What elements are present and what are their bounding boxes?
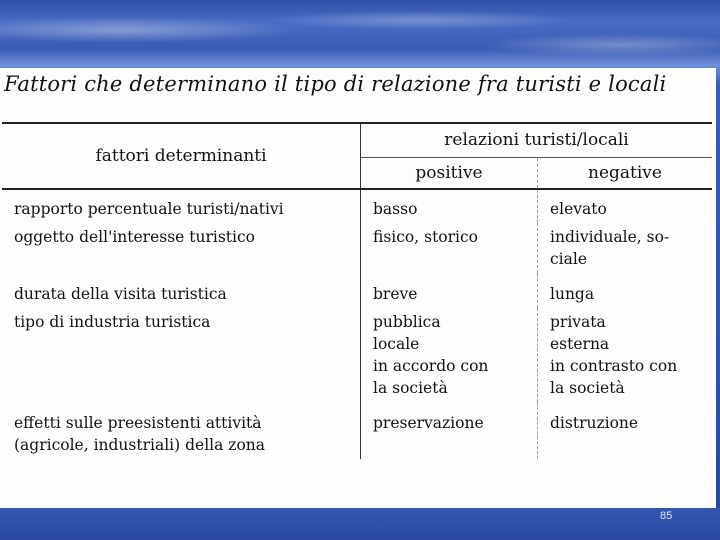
factor-cell [2, 190, 361, 223]
cell-line: basso [373, 200, 418, 218]
cell-line: pubblica [373, 313, 441, 331]
cell-line: in accordo con [373, 357, 489, 375]
table-row [2, 308, 712, 402]
cell-line: in contrasto con [550, 357, 678, 375]
scanned-page [0, 68, 716, 508]
factor-cell [2, 223, 361, 273]
bottom-band [0, 508, 720, 540]
cell-line: rapporto percentuale turisti/nativi [14, 200, 284, 218]
cell-line: fisico, storico [373, 228, 479, 246]
cell-line: preservazione [373, 414, 484, 432]
cell-line: oggetto dell'interesse turistico [14, 228, 255, 246]
cell-line: la società [373, 379, 448, 397]
cell-line: la società [550, 379, 625, 397]
positive-cell [361, 308, 538, 402]
header-negative: negative [538, 157, 713, 189]
factor-cell [2, 402, 361, 459]
cell-line: lunga [550, 285, 595, 303]
slide-number: 85 [660, 510, 673, 522]
table-row [2, 273, 712, 308]
positive-cell [361, 273, 538, 308]
factors-table [2, 122, 712, 459]
negative-cell [538, 223, 713, 273]
factor-cell [2, 308, 361, 402]
header-relations: relazioni turisti/locali [361, 123, 713, 157]
factor-cell [2, 273, 361, 308]
cell-line: ciale [550, 250, 588, 268]
table-row [2, 223, 712, 273]
cell-line: durata della visita turistica [14, 285, 227, 303]
negative-cell [538, 190, 713, 223]
document-title: Fattori che determinano il tipo di relazione fra turisti e locali [4, 72, 667, 96]
negative-cell [538, 273, 713, 308]
negative-cell [538, 308, 713, 402]
cell-line: individuale, so- [550, 228, 670, 246]
positive-cell [361, 402, 538, 459]
cell-line: breve [373, 285, 418, 303]
negative-cell [538, 402, 713, 459]
cell-line: esterna [550, 335, 610, 353]
header-factors: fattori determinanti [2, 123, 361, 189]
table-row [2, 402, 712, 459]
table-row [2, 190, 712, 223]
positive-cell [361, 223, 538, 273]
header-positive: positive [361, 157, 538, 189]
positive-cell [361, 190, 538, 223]
cell-line: privata [550, 313, 606, 331]
cell-line: tipo di industria turistica [14, 313, 211, 331]
background-sky [0, 0, 720, 70]
cell-line: (agricole, industriali) della zona [14, 436, 265, 454]
cell-line: locale [373, 335, 420, 353]
cell-line: distruzione [550, 414, 639, 432]
cell-line: effetti sulle preesistenti attività [14, 414, 262, 432]
table-body [2, 190, 712, 459]
cell-line: elevato [550, 200, 607, 218]
